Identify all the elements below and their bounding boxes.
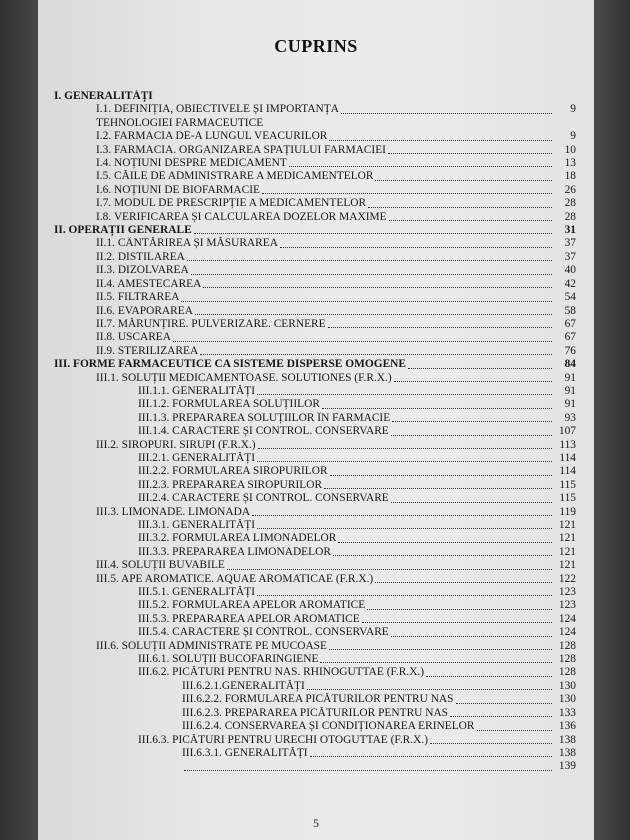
toc-entry [54,680,576,693]
toc-entry [54,278,576,291]
book-page [38,0,594,840]
toc-entry [54,184,576,197]
toc-entry-page: 128 [558,653,576,666]
dot-leader [194,232,552,234]
dot-leader [262,192,552,194]
toc-entry-page: 122 [558,572,576,585]
toc-entry-title: III.2.4. CARACTERE ȘI CONTROL. CONSERVARE [138,492,389,505]
dot-leader [375,179,552,181]
right-background [594,0,630,840]
toc-entry-page: 133 [558,706,576,719]
toc-chapter [54,90,576,103]
toc-entry-page: 128 [558,666,576,679]
toc-entry [54,479,576,492]
toc-entry [54,211,576,224]
toc-entry [54,573,576,586]
toc-entry-page: 123 [558,599,576,612]
dot-leader [257,594,552,596]
toc-entry [54,197,576,210]
toc-entry-page: 58 [564,304,576,317]
toc-entry [54,613,576,626]
dot-leader [307,688,552,690]
toc-entry [54,251,576,264]
toc-entry [54,492,576,505]
dot-leader [362,621,552,623]
toc-entry [54,398,576,411]
toc-entry-title: III.5.2. FORMULAREA APELOR AROMATICE [138,599,366,612]
dot-leader [195,313,552,315]
toc-entry-title: III.6.1. SOLUȚII BUCOFARINGIENE [138,653,319,666]
toc-entry-page: 37 [564,250,576,263]
toc-entry [54,331,576,344]
toc-entry-page: 26 [564,183,576,196]
toc-entry [54,734,576,747]
toc-entry [54,760,576,773]
toc-entry [54,237,576,250]
toc-entry [54,452,576,465]
dot-leader [322,407,552,409]
dot-leader [391,434,552,436]
toc-entry-page: 93 [564,411,576,424]
toc-entry-page: 121 [558,519,576,531]
dot-leader [333,554,552,556]
toc-entry-title: I.3. FARMACIA. ORGANIZAREA SPAȚIULUI FARMACIEI [96,143,386,156]
toc-entry-page: 67 [564,317,576,330]
toc-entry-title: II.1. CÂNTĂRIREA ȘI MĂSURAREA [96,237,278,250]
toc-entry [54,157,576,170]
dot-leader [320,661,552,663]
toc-entry [54,519,576,532]
dot-leader [257,460,552,462]
toc-entry-title: TEHNOLOGIEI FARMACEUTICE [96,116,264,129]
dot-leader [258,447,552,449]
toc-entry-title: I.2. FARMACIA DE-A LUNGUL VEACURILOR [96,130,328,143]
toc-entry-page: 130 [558,679,576,692]
toc-entry [54,465,576,478]
toc-entry-title: I.5. CĂILE DE ADMINISTRARE A MEDICAMENTELOR [96,170,374,183]
toc-entry [54,546,576,559]
toc-entry-page: 121 [558,559,576,572]
toc-entry-title: III.2.1. GENERALITĂȚI [138,451,256,464]
dot-leader [388,152,552,154]
toc-entry [54,720,576,733]
toc-entry-page: 10 [564,143,576,156]
toc-entry-title: III.5. APE AROMATICE. AQUAE AROMATICAE (F.R.X.) [96,572,374,585]
toc-entry-title: II.9. STERILIZAREA [96,344,199,357]
toc-entry-title: III.1.3. PREPARAREA SOLUȚIILOR ÎN FARMACIE [138,411,391,424]
toc-entry [54,170,576,183]
toc-entry [54,345,576,358]
dot-leader [280,246,552,248]
toc-entry-title: III.6.2.1.GENERALITĂȚI [182,679,305,692]
toc-entry-page: 9 [570,103,576,116]
dot-leader [200,353,552,355]
toc-entry-title: III.5.3. PREPARAREA APELOR AROMATICE [138,612,360,625]
toc-chapter [54,358,576,371]
toc-entry-title: III.6.2.4. CONSERVAREA ȘI CONDIȚIONAREA ERINELOR [182,720,475,733]
toc-entry-title: III.6.3.1. GENERALITĂȚI [182,746,308,759]
toc-entry-page: 114 [559,451,576,464]
toc-entry-title: I.7. MODUL DE PRESCRIPȚIE A MEDICAMENTELOR [96,197,367,210]
toc-entry-title: III.6.2.3. PREPARAREA PICĂTURILOR PENTRU NAS [182,706,449,719]
toc-entry-title: III.6.2. PICĂTURI PENTRU NAS. RHINOGUTTAE (F.R.X.) [138,666,425,679]
dot-leader [328,326,552,328]
toc-entry-title: III.3. LIMONADE. LIMONADA [96,505,251,518]
dot-leader [173,340,552,342]
dot-leader [392,420,552,422]
toc-entry-page: 28 [564,197,576,210]
toc-entry-title: III.6.3. PICĂTURI PENTRU URECHI OTOGUTTAE (F.R.X.) [138,733,428,746]
toc-entry-page: 91 [564,371,576,384]
toc-entry-title: III.1.2. FORMULAREA SOLUȚIILOR [138,398,320,411]
toc-entry-page: 54 [564,291,576,304]
toc-entry-page: 42 [564,277,576,290]
toc-entry [54,693,576,706]
toc-entry [54,412,576,425]
table-of-contents [54,90,576,774]
toc-entry-title: III.2.3. PREPARAREA SIROPURILOR [138,478,323,491]
toc-entry [54,372,576,385]
toc-entry-title: I.6. NOȚIUNI DE BIOFARMACIE [96,183,260,196]
toc-entry-title: II.6. EVAPORAREA [96,304,193,317]
dot-leader [408,367,552,369]
dot-leader [456,702,553,704]
dot-leader [367,608,552,610]
dot-leader [450,715,552,717]
toc-entry-title: II.3. DIZOLVAREA [96,264,189,277]
dot-leader [181,300,552,302]
toc-entry-page: 9 [570,130,576,143]
dot-leader [257,393,552,395]
toc-entry-page: 124 [558,626,576,639]
toc-entry-page: 130 [558,693,576,706]
toc-entry-title: III.1.1. GENERALITĂȚI [138,384,256,397]
toc-entry-title: III. FORME FARMACEUTICE CA SISTEME DISPERSE OMOGENE [54,358,406,371]
toc-entry-page: 138 [558,733,576,746]
toc-entry-title: III.3.3. PREPARAREA LIMONADELOR [138,545,331,558]
dot-leader [389,219,552,221]
dot-leader [191,273,552,275]
toc-chapter [54,224,576,237]
toc-entry-title: II.4. AMESTECAREA [96,277,202,290]
dot-leader [257,527,552,529]
toc-entry-title: I.4. NOȚIUNI DESPRE MEDICAMENT [96,157,287,170]
toc-entry-title: II.2. DISTILAREA [96,250,185,263]
dot-leader [426,675,552,677]
toc-entry-page: 37 [564,237,576,250]
toc-entry-page: 119 [559,505,576,518]
toc-entry-title: II. OPERAȚII GENERALE [54,224,192,237]
dot-leader [184,769,552,771]
toc-entry-page: 115 [559,492,576,505]
toc-entry [54,264,576,277]
toc-entry [54,291,576,304]
toc-entry [54,425,576,438]
dot-leader [391,501,552,503]
page-title: CUPRINS [274,36,358,56]
toc-entry-page: 18 [564,170,576,183]
toc-entry [54,666,576,679]
toc-entry-title: I.1. DEFINIȚIA, OBIECTIVELE ȘI IMPORTANȚA [96,103,339,116]
dot-leader [227,568,552,570]
toc-entry-page: 91 [564,384,576,397]
toc-entry [54,626,576,639]
toc-entry [54,599,576,612]
toc-entry [54,103,576,116]
dot-leader [329,648,552,650]
toc-entry-page: 107 [558,425,576,438]
toc-entry-title: III.3.2. FORMULAREA LIMONADELOR [138,532,337,545]
toc-entry-title: III.2.2. FORMULAREA SIROPURILOR [138,465,328,478]
toc-entry [54,305,576,318]
toc-entry [54,532,576,545]
toc-entry [54,385,576,398]
toc-entry [54,506,576,519]
toc-entry-page: 76 [564,344,576,357]
dot-leader [310,755,552,757]
toc-entry-title: II.7. MĂRUNȚIRE. PULVERIZARE. CERNERE [96,317,326,330]
dot-leader [430,742,552,744]
toc-entry [54,653,576,666]
toc-entry-page: 139 [558,760,576,773]
left-background [0,0,38,840]
toc-entry-title: II.5. FILTRAREA [96,291,180,304]
toc-entry-page: 121 [558,532,576,545]
toc-entry-title: III.6. SOLUȚII ADMINISTRATE PE MUCOASE [96,639,327,652]
toc-entry-title: III.3.1. GENERALITĂȚI [138,519,256,531]
toc-entry-title: II.8. USCAREA [96,331,171,344]
toc-entry-page: 31 [564,224,576,237]
toc-entry-title: III.5.4. CARACTERE ȘI CONTROL. CONSERVARE [138,626,389,639]
toc-entry [54,117,576,130]
toc-entry-page: 113 [559,438,576,451]
dot-leader [203,286,552,288]
toc-entry-page: 114 [559,465,576,478]
toc-entry-title: III.4. SOLUȚII BUVABILE [96,559,225,572]
dot-leader [341,112,552,114]
dot-leader [329,139,552,141]
toc-entry-title: I. GENERALITĂȚI [54,90,153,102]
toc-entry-page: 128 [558,639,576,652]
toc-entry-title: III.2. SIROPURI. SIRUPI (F.R.X.) [96,438,256,451]
toc-entry [54,144,576,157]
dot-leader [477,729,553,731]
toc-entry-title: III.1.4. CARACTERE ȘI CONTROL. CONSERVARE [138,425,389,438]
toc-entry-title: III.1. SOLUȚII MEDICAMENTOASE. SOLUTIONES (F.R.X.) [96,371,392,384]
dot-leader [252,514,552,516]
toc-entry-page: 138 [558,746,576,759]
toc-entry [54,586,576,599]
toc-entry [54,640,576,653]
toc-entry [54,559,576,572]
toc-entry-page: 124 [558,612,576,625]
toc-entry-page: 115 [559,478,576,491]
dot-leader [187,259,552,261]
toc-entry-page: 40 [564,264,576,277]
dot-leader [368,206,552,208]
toc-entry [54,707,576,720]
toc-entry-title: III.6.2.2. FORMULAREA PICĂTURILOR PENTRU NAS [182,693,454,706]
toc-entry-page: 136 [558,720,576,733]
toc-entry-page: 123 [558,586,576,599]
toc-entry-page: 13 [564,157,576,170]
toc-entry [54,747,576,760]
toc-entry [54,439,576,452]
page-number: 5 [313,816,319,830]
dot-leader [330,474,552,476]
dot-leader [391,635,552,637]
toc-entry [54,318,576,331]
dot-leader [289,165,552,167]
toc-entry-page: 84 [564,358,576,371]
dot-leader [375,581,552,583]
toc-entry [54,130,576,143]
toc-entry-title: I.8. VERIFICAREA ȘI CALCULAREA DOZELOR MAXIME [96,210,387,223]
dot-leader [394,380,552,382]
toc-entry-page: 28 [564,210,576,223]
toc-entry-page: 121 [558,545,576,558]
toc-entry-title: III.5.1. GENERALITĂȚI [138,586,256,599]
toc-entry-page: 67 [564,331,576,344]
dot-leader [324,487,552,489]
dot-leader [338,541,552,543]
toc-entry-page: 91 [564,398,576,411]
